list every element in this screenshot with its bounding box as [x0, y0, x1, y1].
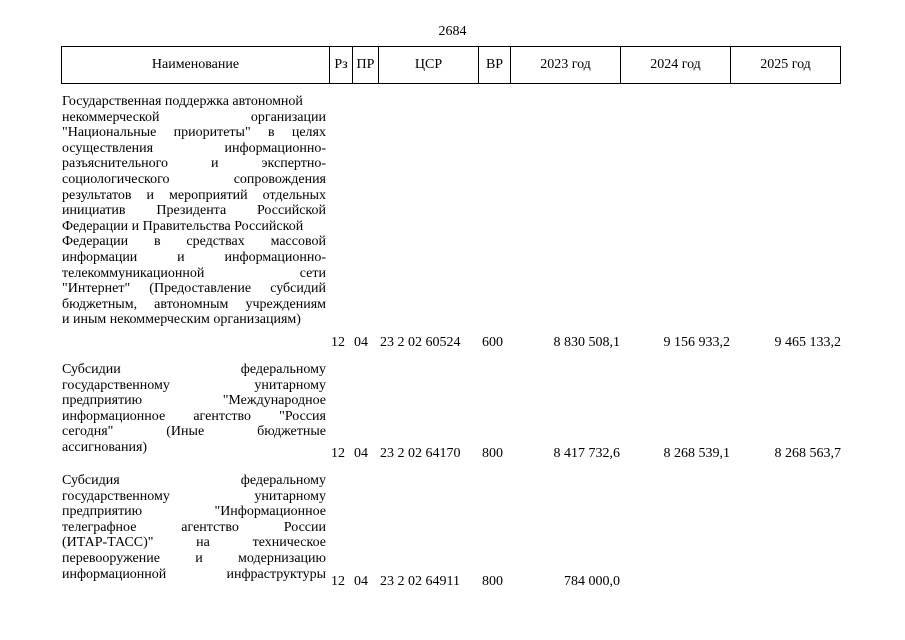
row-1-description	[62, 94, 326, 328]
row-3-line: предприятию "Информационное	[62, 504, 326, 520]
page-number: 2684	[438, 24, 467, 39]
row-2-2023: 8 417 732,6	[553, 446, 620, 461]
row-1-line: "Интернет" (Предоставление субсидий	[62, 281, 326, 297]
row-1-line: инициатив Президента Российской	[62, 203, 326, 219]
row-1-rz: 12	[331, 335, 345, 350]
row-2-line: информационное агентство "Россия	[62, 408, 326, 424]
row-2-2025: 8 268 563,7	[774, 446, 841, 461]
row-1-line: разъяснительного и экспертно-	[62, 156, 326, 172]
row-1-line: Федерации и Правительства Российской	[62, 218, 304, 234]
row-3-line: государственному унитарному	[62, 488, 326, 504]
row-1-line: Федерации в средствах массовой	[62, 234, 326, 250]
row-3-description	[62, 473, 326, 582]
row-1-2023: 8 830 508,1	[553, 335, 620, 350]
row-3-pr: 04	[354, 574, 368, 589]
row-2-csr: 23 2 02 64170	[380, 446, 461, 461]
row-1-csr: 23 2 02 60524	[380, 335, 461, 350]
row-3-line: Субсидия федеральному	[62, 473, 326, 488]
row-1-vr: 600	[482, 335, 503, 350]
header-csr: ЦСР	[379, 47, 479, 84]
header-pr: ПР	[353, 47, 379, 84]
row-1-line: результатов и мероприятий отдельных	[62, 187, 326, 203]
row-2-description	[62, 362, 326, 456]
row-3-line: информационной инфраструктуры	[62, 566, 326, 582]
row-2-line: сегодня" (Иные бюджетные	[62, 424, 326, 440]
row-1-line: бюджетным, автономным учреждениям	[62, 296, 326, 312]
row-3-2023: 784 000,0	[564, 574, 620, 589]
row-2-line: ассигнования)	[62, 439, 148, 455]
row-1-line: осуществления информационно-	[62, 140, 326, 156]
row-1-line: телекоммуникационной сети	[62, 265, 326, 281]
header-2023: 2023 год	[511, 47, 621, 84]
row-1-line: некоммерческой организации	[62, 109, 326, 125]
row-3-rz: 12	[331, 574, 345, 589]
header-2025: 2025 год	[731, 47, 841, 84]
row-1-2024: 9 156 933,2	[663, 335, 730, 350]
row-2-rz: 12	[331, 446, 345, 461]
header-name: Наименование	[62, 47, 330, 84]
header-vr: ВР	[479, 47, 511, 84]
row-3-line: перевооружение и модернизацию	[62, 550, 326, 566]
row-1-line: информации и информационно-	[62, 249, 326, 265]
row-3-vr: 800	[482, 574, 503, 589]
row-2-line: предприятию "Международное	[62, 393, 326, 409]
row-1-line: "Национальные приоритеты" в целях	[62, 125, 326, 141]
row-3-line: (ИТАР-ТАСС)" на техническое	[62, 535, 326, 551]
row-2-line: Субсидии федеральному	[62, 362, 326, 377]
row-3-line: телеграфное агентство России	[62, 519, 326, 535]
row-1-2025: 9 465 133,2	[774, 335, 841, 350]
row-1-line: социологического сопровождения	[62, 171, 326, 187]
header-rz: Рз	[330, 47, 353, 84]
column-header-table	[61, 46, 841, 84]
row-2-pr: 04	[354, 446, 368, 461]
row-2-vr: 800	[482, 446, 503, 461]
row-2-line: государственному унитарному	[62, 377, 326, 393]
column-header-row	[62, 47, 841, 84]
row-1-line: и иным некоммерческим организациям)	[62, 312, 301, 328]
row-2-2024: 8 268 539,1	[663, 446, 730, 461]
row-1-pr: 04	[354, 335, 368, 350]
header-2024: 2024 год	[621, 47, 731, 84]
row-1-line: Государственная поддержка автономной	[62, 94, 303, 109]
row-3-csr: 23 2 02 64911	[380, 574, 460, 589]
